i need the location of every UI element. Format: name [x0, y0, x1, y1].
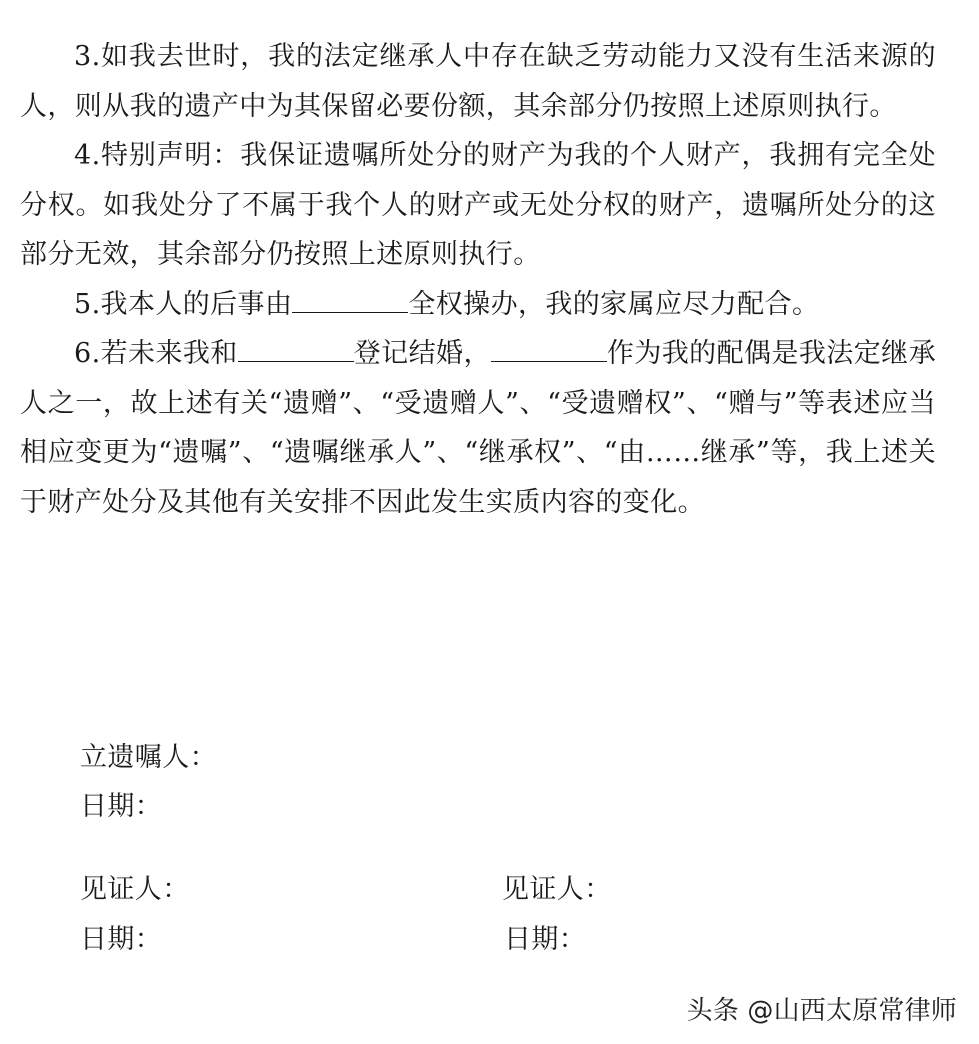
- paragraph-6-text-2: 登记结婚，: [353, 338, 491, 369]
- paragraph-5-text-after: 全权操办，我的家属应尽力配合。: [408, 288, 820, 320]
- testator-date-label: 日期：: [80, 791, 163, 822]
- testator-label: 立遗嘱人：: [80, 742, 217, 773]
- paragraph-6-text-1: 6.若未来我和: [74, 338, 238, 369]
- witness-2-date-label: 日期：: [504, 924, 587, 955]
- paragraph-4: 4.特别声明：我保证遗嘱所处分的财产为我的个人财产，我拥有完全处分权。如我处分了不属于我个人的财产或无处分权的财产，遗嘱所处分的这部分无效，其余部分仍按照上述原则执行。: [20, 140, 936, 270]
- paragraph-6: [20, 329, 936, 527]
- paragraph-6-text-3: 作为我的配偶是我法定继承人之一，故上述有关“遗赠”、“受遗赠人”、“受遗赠权”、“赠与”等表述应当相应变更为“遗嘱”、“遗嘱继承人”、“继承权”、“由……继承”等，我上述关于财产处分及其他有关安排不因此发生实质内容的变化。: [20, 338, 936, 518]
- paragraph-5-text-before: 5.我本人的后事由: [74, 288, 293, 320]
- executor-blank[interactable]: [292, 311, 408, 313]
- will-document-body: [20, 32, 936, 527]
- witness-2-label: 见证人：: [502, 874, 612, 905]
- witness-1-label: 见证人：: [80, 874, 190, 905]
- watermark-text: 头条 @山西太原常律师: [686, 996, 957, 1026]
- spouse-name-blank[interactable]: [238, 360, 354, 362]
- paragraph-5: [20, 280, 936, 330]
- witness-1-date-label: 日期：: [80, 924, 163, 955]
- paragraph-3: 3.如我去世时，我的法定继承人中存在缺乏劳动能力又没有生活来源的人，则从我的遗产中为其保留必要份额，其余部分仍按照上述原则执行。: [20, 41, 936, 122]
- spouse-name-blank-2[interactable]: [491, 360, 607, 362]
